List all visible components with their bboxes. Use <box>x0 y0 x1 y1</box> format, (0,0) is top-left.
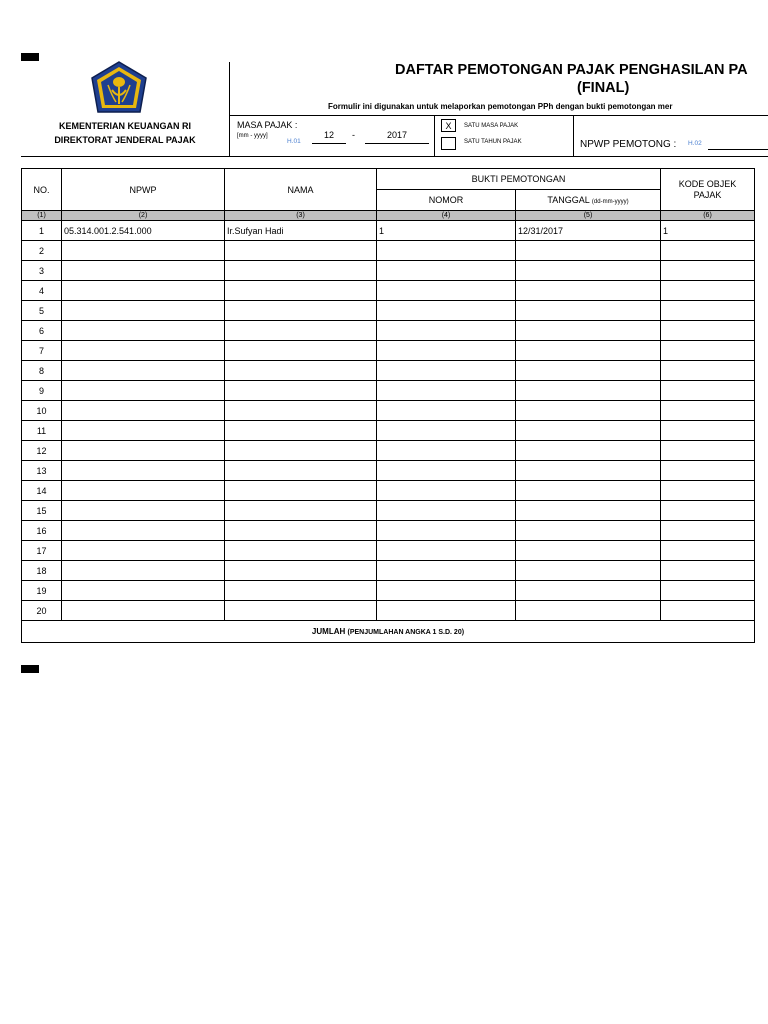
table-row <box>22 241 755 261</box>
kode-objek-cell[interactable] <box>661 361 755 381</box>
header-nomor: NOMOR <box>377 190 516 211</box>
nama-cell[interactable] <box>225 281 377 301</box>
row-number: 15 <box>22 501 62 521</box>
top-marker <box>21 53 39 61</box>
nama-cell[interactable]: Ir.Sufyan Hadi <box>225 221 377 241</box>
table-row <box>22 421 755 441</box>
kode-objek-cell[interactable] <box>661 241 755 261</box>
nomor-cell[interactable] <box>377 261 516 281</box>
nomor-cell[interactable] <box>377 361 516 381</box>
options-separator-left <box>434 115 435 157</box>
row-number: 3 <box>22 261 62 281</box>
kode-objek-cell[interactable] <box>661 301 755 321</box>
table-row <box>22 221 755 241</box>
row-number: 17 <box>22 541 62 561</box>
header-tanggal-format: (dd-mm-yyyy) <box>591 199 629 205</box>
kode-objek-cell[interactable] <box>661 581 755 601</box>
kode-objek-cell[interactable]: 1 <box>661 221 755 241</box>
jumlah-row <box>22 621 755 643</box>
nomor-cell[interactable] <box>377 601 516 621</box>
npwp-cell[interactable] <box>62 401 225 421</box>
row-number: 14 <box>22 481 62 501</box>
header-tanggal <box>516 190 661 211</box>
nama-cell[interactable] <box>225 461 377 481</box>
npwp-cell[interactable] <box>62 521 225 541</box>
tanggal-cell[interactable] <box>516 301 661 321</box>
nomor-cell[interactable] <box>377 481 516 501</box>
nomor-cell[interactable] <box>377 241 516 261</box>
header-mid-line <box>229 115 768 116</box>
row-number: 16 <box>22 521 62 541</box>
kode-objek-cell[interactable] <box>661 441 755 461</box>
npwp-cell[interactable] <box>62 281 225 301</box>
tanggal-cell[interactable] <box>516 261 661 281</box>
tanggal-cell[interactable] <box>516 401 661 421</box>
tanggal-cell[interactable] <box>516 441 661 461</box>
row-number: 5 <box>22 301 62 321</box>
nomor-cell[interactable] <box>377 561 516 581</box>
nama-cell[interactable] <box>225 581 377 601</box>
tanggal-cell[interactable] <box>516 321 661 341</box>
table-row <box>22 461 755 481</box>
table-row <box>22 401 755 421</box>
row-number: 19 <box>22 581 62 601</box>
nomor-cell[interactable] <box>377 421 516 441</box>
nama-cell[interactable] <box>225 541 377 561</box>
npwp-cell[interactable] <box>62 601 225 621</box>
nomor-cell[interactable] <box>377 461 516 481</box>
tanggal-cell[interactable] <box>516 601 661 621</box>
npwp-cell[interactable]: 05.314.001.2.541.000 <box>62 221 225 241</box>
npwp-pemotong-label: NPWP PEMOTONG : <box>580 139 677 150</box>
tanggal-cell[interactable] <box>516 461 661 481</box>
nama-cell[interactable] <box>225 241 377 261</box>
satu-tahun-checkbox[interactable] <box>441 137 456 150</box>
tanggal-cell[interactable] <box>516 521 661 541</box>
row-number: 9 <box>22 381 62 401</box>
bottom-marker <box>21 665 39 673</box>
header-tanggal-label: TANGGAL <box>547 195 590 205</box>
npwp-cell[interactable] <box>62 561 225 581</box>
nama-cell[interactable] <box>225 341 377 361</box>
pemotongan-table <box>21 168 755 643</box>
table-row <box>22 281 755 301</box>
col-index: (6) <box>661 211 755 221</box>
header-nama: NAMA <box>225 169 377 211</box>
col-index: (3) <box>225 211 377 221</box>
npwp-cell[interactable] <box>62 441 225 461</box>
form-title-final: (FINAL) <box>577 80 630 96</box>
npwp-cell[interactable] <box>62 581 225 601</box>
row-number: 11 <box>22 421 62 441</box>
header-kode-line2: PAJAK <box>693 189 722 200</box>
kode-objek-cell[interactable] <box>661 601 755 621</box>
nomor-cell[interactable] <box>377 541 516 561</box>
npwp-cell[interactable] <box>62 361 225 381</box>
table-row <box>22 521 755 541</box>
kode-objek-cell[interactable] <box>661 481 755 501</box>
form-title: DAFTAR PEMOTONGAN PAJAK PENGHASILAN PA <box>395 62 748 78</box>
npwp-cell[interactable] <box>62 301 225 321</box>
col-index: (5) <box>516 211 661 221</box>
row-number: 7 <box>22 341 62 361</box>
table-row <box>22 581 755 601</box>
nama-cell[interactable] <box>225 481 377 501</box>
row-number: 4 <box>22 281 62 301</box>
tanggal-cell[interactable] <box>516 581 661 601</box>
masa-separator: - <box>352 130 355 140</box>
npwp-cell[interactable] <box>62 481 225 501</box>
nama-cell[interactable] <box>225 601 377 621</box>
npwp-cell[interactable] <box>62 501 225 521</box>
nomor-cell[interactable] <box>377 401 516 421</box>
nama-cell[interactable] <box>225 501 377 521</box>
nama-cell[interactable] <box>225 361 377 381</box>
kode-objek-cell[interactable] <box>661 561 755 581</box>
npwp-cell[interactable] <box>62 461 225 481</box>
table-row <box>22 541 755 561</box>
jumlah-label: JUMLAH <box>311 627 346 636</box>
table-row <box>22 501 755 521</box>
row-number: 6 <box>22 321 62 341</box>
tanggal-cell[interactable] <box>516 241 661 261</box>
nama-cell[interactable] <box>225 401 377 421</box>
masa-code: H.01 <box>287 138 301 145</box>
table-row <box>22 341 755 361</box>
col-index: (2) <box>62 211 225 221</box>
nama-cell[interactable] <box>225 561 377 581</box>
nomor-cell[interactable] <box>377 501 516 521</box>
tanggal-cell[interactable] <box>516 381 661 401</box>
tanggal-cell[interactable] <box>516 561 661 581</box>
jumlah-note: (PENJUMLAHAN ANGKA 1 S.D. 20) <box>347 629 465 636</box>
npwp-cell[interactable] <box>62 261 225 281</box>
table-row <box>22 321 755 341</box>
header-bukti-pemotongan: BUKTI PEMOTONGAN <box>377 169 661 190</box>
nomor-cell[interactable] <box>377 441 516 461</box>
nama-cell[interactable] <box>225 321 377 341</box>
tanggal-cell[interactable] <box>516 341 661 361</box>
masa-pajak-label: MASA PAJAK : <box>237 120 298 130</box>
header-separator <box>229 62 230 157</box>
nomor-cell[interactable] <box>377 581 516 601</box>
kode-objek-cell[interactable] <box>661 401 755 421</box>
tanggal-cell[interactable] <box>516 281 661 301</box>
options-separator-right <box>573 115 574 157</box>
table-row <box>22 381 755 401</box>
npwp-pemotong-field[interactable] <box>708 149 768 150</box>
row-number: 12 <box>22 441 62 461</box>
tanggal-cell[interactable] <box>516 421 661 441</box>
row-number: 18 <box>22 561 62 581</box>
row-number: 13 <box>22 461 62 481</box>
kode-objek-cell[interactable] <box>661 521 755 541</box>
nama-cell[interactable] <box>225 421 377 441</box>
table-row <box>22 361 755 381</box>
nomor-cell[interactable] <box>377 381 516 401</box>
table-row <box>22 561 755 581</box>
nama-cell[interactable] <box>225 441 377 461</box>
masa-month-field[interactable]: 12 <box>312 130 346 144</box>
nomor-cell[interactable] <box>377 281 516 301</box>
row-number: 2 <box>22 241 62 261</box>
header-kode-line1: KODE OBJEK <box>678 178 737 189</box>
col-index: (1) <box>22 211 62 221</box>
kode-objek-cell[interactable] <box>661 501 755 521</box>
nomor-cell[interactable] <box>377 301 516 321</box>
org-line2: DIREKTORAT JENDERAL PAJAK <box>54 135 196 145</box>
kode-objek-cell[interactable] <box>661 281 755 301</box>
nama-cell[interactable] <box>225 381 377 401</box>
header-kode-objek <box>661 169 755 211</box>
masa-year-field[interactable]: 2017 <box>365 130 429 144</box>
npwp-cell[interactable] <box>62 541 225 561</box>
kode-objek-cell[interactable] <box>661 341 755 361</box>
kode-objek-cell[interactable] <box>661 321 755 341</box>
org-line1: KEMENTERIAN KEUANGAN RI <box>58 121 191 131</box>
nama-cell[interactable] <box>225 261 377 281</box>
nomor-cell[interactable] <box>377 341 516 361</box>
npwp-cell[interactable] <box>62 421 225 441</box>
kode-objek-cell[interactable] <box>661 461 755 481</box>
col-index: (4) <box>377 211 516 221</box>
header-npwp: NPWP <box>62 169 225 211</box>
table-row <box>22 601 755 621</box>
row-number: 8 <box>22 361 62 381</box>
kode-objek-cell[interactable] <box>661 381 755 401</box>
tanggal-cell[interactable] <box>516 541 661 561</box>
nomor-cell[interactable] <box>377 321 516 341</box>
table-row <box>22 481 755 501</box>
nama-cell[interactable] <box>225 521 377 541</box>
npwp-cell[interactable] <box>62 241 225 261</box>
nama-cell[interactable] <box>225 301 377 321</box>
kode-objek-cell[interactable] <box>661 261 755 281</box>
kemenkeu-logo <box>88 60 150 120</box>
npwp-pemotong-code: H.02 <box>688 140 702 147</box>
satu-masa-checkbox[interactable]: X <box>441 119 456 132</box>
masa-format-label: [mm - yyyy] <box>237 133 268 139</box>
kode-objek-cell[interactable] <box>661 421 755 441</box>
table-row <box>22 261 755 281</box>
table-row <box>22 441 755 461</box>
nomor-cell[interactable]: 1 <box>377 221 516 241</box>
satu-tahun-label: SATU TAHUN PAJAK <box>464 139 522 145</box>
tanggal-cell[interactable] <box>516 481 661 501</box>
satu-masa-label: SATU MASA PAJAK <box>464 123 519 129</box>
npwp-cell[interactable] <box>62 381 225 401</box>
tanggal-cell[interactable] <box>516 501 661 521</box>
header-no: NO. <box>22 169 62 211</box>
row-number: 10 <box>22 401 62 421</box>
column-index-row <box>22 211 755 221</box>
row-number: 20 <box>22 601 62 621</box>
table-row <box>22 301 755 321</box>
npwp-cell[interactable] <box>62 321 225 341</box>
tanggal-cell[interactable] <box>516 361 661 381</box>
tanggal-cell[interactable]: 12/31/2017 <box>516 221 661 241</box>
form-subtitle: Formulir ini digunakan untuk melaporkan pemotongan PPh dengan bukti pemotongan mer <box>328 102 673 111</box>
npwp-cell[interactable] <box>62 341 225 361</box>
nomor-cell[interactable] <box>377 521 516 541</box>
row-number: 1 <box>22 221 62 241</box>
header-bottom-line <box>21 156 768 157</box>
kode-objek-cell[interactable] <box>661 541 755 561</box>
